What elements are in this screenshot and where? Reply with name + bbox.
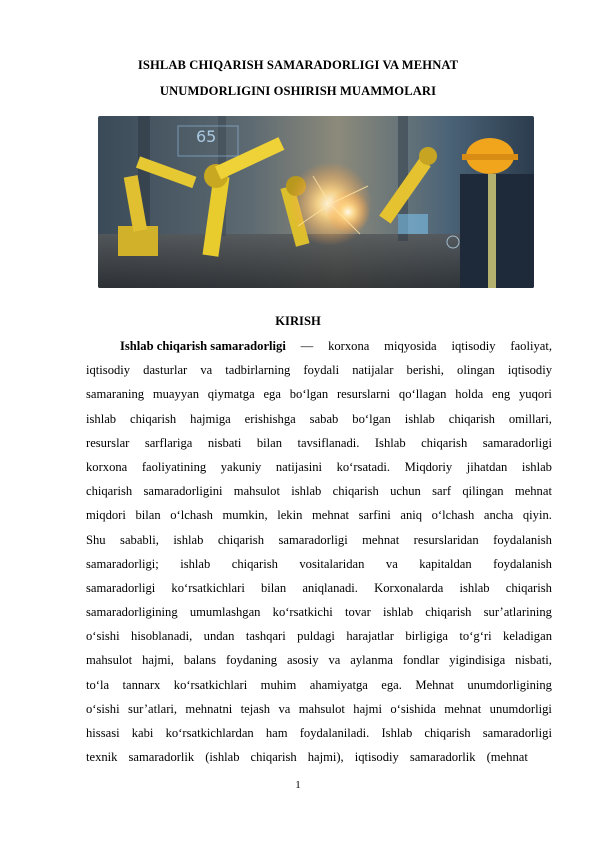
word: ishlab bbox=[383, 605, 414, 620]
word: natijalar bbox=[352, 363, 394, 378]
word: erishishga bbox=[244, 411, 296, 426]
word: o‘sishi bbox=[86, 701, 120, 716]
word: Ishlab bbox=[381, 726, 413, 740]
word: qo‘llagan bbox=[398, 387, 447, 402]
word: resurslarni bbox=[336, 387, 391, 402]
word: chiqarish bbox=[424, 726, 471, 740]
word: — bbox=[300, 339, 314, 353]
word: tejash bbox=[240, 701, 271, 716]
word: sarfini bbox=[358, 508, 391, 523]
word: dasturlar bbox=[143, 363, 188, 378]
word: holda bbox=[455, 387, 484, 402]
page-title-line-1: ISHLAB CHIQARISH SAMARADORLIGI VA MEHNAT bbox=[137, 58, 459, 72]
text-line bbox=[86, 528, 552, 552]
word: keladigan bbox=[503, 629, 552, 644]
word: chiqarish bbox=[250, 750, 297, 765]
word: birligiga bbox=[405, 629, 448, 644]
word: berishi, bbox=[406, 363, 444, 378]
word: va bbox=[200, 363, 213, 378]
word: ahamiyatga bbox=[309, 677, 368, 692]
word: harajatlar bbox=[346, 629, 394, 644]
word: sabab bbox=[309, 411, 339, 426]
text-line bbox=[86, 745, 552, 769]
word: hajmi bbox=[353, 701, 382, 716]
word: ishlab bbox=[404, 411, 435, 426]
word: foydaning bbox=[226, 653, 278, 668]
word: samaradorligi bbox=[278, 532, 348, 547]
word: bo‘lgan bbox=[352, 411, 391, 426]
word: Korxonalarda bbox=[374, 580, 444, 595]
word: iqtisodiy bbox=[86, 363, 131, 378]
word: puldagi bbox=[297, 629, 335, 644]
word: qilingan bbox=[462, 484, 504, 499]
word: Shu bbox=[86, 532, 106, 547]
word: ishlab bbox=[459, 580, 490, 595]
text-line bbox=[86, 407, 552, 431]
word: ko‘rsatkichlari bbox=[173, 677, 248, 692]
word: foydalaniladi. bbox=[299, 726, 370, 740]
word: samaradorligi bbox=[482, 435, 552, 450]
word: ishlab bbox=[86, 411, 117, 426]
word: faoliyatining bbox=[141, 459, 207, 474]
word: ko‘rsatkichi bbox=[272, 605, 333, 620]
word: yuqori bbox=[519, 387, 552, 402]
word: sur’atlari, bbox=[127, 701, 178, 716]
word: qiyin. bbox=[522, 508, 552, 523]
word: jihatdan bbox=[466, 459, 508, 474]
word: (mehnat bbox=[486, 750, 528, 765]
word: samaraning bbox=[86, 387, 145, 402]
word: sarf bbox=[432, 484, 452, 499]
word: foydalanish bbox=[493, 556, 552, 571]
word: hisoblanadi, bbox=[131, 629, 193, 644]
word: ko‘rsatkichlardan bbox=[165, 726, 254, 740]
word: undan bbox=[203, 629, 235, 644]
word: miqdori bbox=[86, 508, 126, 523]
word: hajmi, bbox=[142, 653, 174, 668]
word: mahsulot bbox=[298, 701, 345, 716]
word: olingan bbox=[457, 363, 495, 378]
text-line bbox=[86, 503, 552, 527]
word: bilan bbox=[261, 580, 287, 595]
page-title-line-2: UNUMDORLIGINI OSHIRISH MUAMMOLARI bbox=[159, 84, 437, 98]
word: tavsiflanadi. bbox=[297, 435, 360, 450]
industrial-robots-illustration bbox=[98, 116, 534, 288]
word: sababli, bbox=[120, 532, 159, 547]
word: faoliyat, bbox=[510, 339, 552, 353]
word: kabi bbox=[131, 726, 154, 740]
lead-term: Ishlab chiqarish samaradorligi bbox=[120, 339, 286, 353]
word: balans bbox=[183, 653, 217, 668]
word: foydali bbox=[303, 363, 340, 378]
word: unumdorligining bbox=[467, 677, 552, 692]
word: o‘lchash bbox=[431, 508, 475, 523]
section-heading: KIRISH bbox=[275, 314, 321, 328]
word: bo‘lgan bbox=[289, 387, 329, 402]
word: foydalanish bbox=[493, 532, 552, 547]
word: umumlashgan bbox=[189, 605, 261, 620]
word: o‘sishida bbox=[390, 701, 436, 716]
word: va bbox=[328, 653, 341, 668]
word: chiqarish bbox=[231, 556, 278, 571]
text-line bbox=[86, 721, 552, 745]
word: hissasi bbox=[86, 726, 120, 740]
text-line bbox=[86, 624, 552, 648]
word: ega bbox=[263, 387, 281, 402]
word: hajmi), bbox=[307, 750, 344, 765]
word: miqyosida bbox=[384, 339, 437, 353]
word: chiqarish bbox=[332, 484, 379, 499]
text-line bbox=[86, 455, 552, 479]
text-line bbox=[86, 431, 552, 455]
word: tannarx bbox=[122, 677, 161, 692]
word: chiqarish bbox=[86, 484, 133, 499]
word: va bbox=[278, 701, 291, 716]
word: samaradorligi bbox=[482, 726, 552, 740]
word: ancha bbox=[483, 508, 514, 523]
word: aniq bbox=[400, 508, 423, 523]
word: uchun bbox=[390, 484, 421, 499]
word: kapitaldan bbox=[419, 556, 472, 571]
text-line bbox=[86, 334, 552, 358]
word: ham bbox=[265, 726, 288, 740]
word: fondlar bbox=[402, 653, 440, 668]
word: iqtisodiy bbox=[507, 363, 552, 378]
word: chiqarish bbox=[505, 580, 552, 595]
text-line bbox=[86, 600, 552, 624]
word: (ishlab bbox=[205, 750, 240, 765]
word: sur’atlarining bbox=[483, 605, 552, 620]
word: ko‘rsatadi. bbox=[336, 459, 391, 474]
word: korxona bbox=[328, 339, 370, 353]
word: Ishlab bbox=[374, 435, 406, 450]
text-line bbox=[86, 576, 552, 600]
word: samaradorlik bbox=[409, 750, 476, 765]
word: muayyan bbox=[152, 387, 200, 402]
word: tadbirlarning bbox=[225, 363, 291, 378]
word: yakuniy bbox=[220, 459, 262, 474]
text-line bbox=[86, 697, 552, 721]
word: asosiy bbox=[287, 653, 319, 668]
factory-robots-image bbox=[98, 116, 534, 288]
word: yigindisiga bbox=[449, 653, 506, 668]
word: iqtisodiy bbox=[451, 339, 496, 353]
word: chiqarish bbox=[448, 411, 495, 426]
word: aniqlanadi. bbox=[302, 580, 358, 595]
word: resurslar bbox=[86, 435, 130, 450]
word: nisbati bbox=[207, 435, 242, 450]
word: to‘la bbox=[86, 677, 110, 692]
body-text bbox=[86, 334, 552, 769]
word: omillari, bbox=[508, 411, 552, 426]
word: ega. bbox=[381, 677, 402, 692]
word: bilan bbox=[135, 508, 161, 523]
hud-number: 65 bbox=[196, 127, 217, 146]
word: ishlab bbox=[521, 459, 552, 474]
word: samaradorligini bbox=[143, 484, 223, 499]
word: va bbox=[385, 556, 398, 571]
word: mehnat bbox=[444, 701, 482, 716]
text-line bbox=[86, 382, 552, 406]
word: lekin bbox=[277, 508, 303, 523]
word: natijasini bbox=[275, 459, 323, 474]
word: chiqarish bbox=[421, 435, 468, 450]
word: iqtisodiy bbox=[354, 750, 399, 765]
word: o‘lchash bbox=[170, 508, 213, 523]
word: chiqarish bbox=[425, 605, 472, 620]
word: chiqarish bbox=[130, 411, 177, 426]
word: hajmiga bbox=[190, 411, 231, 426]
word: mehnat bbox=[362, 532, 400, 547]
word: mehnat bbox=[514, 484, 552, 499]
word: to‘g‘ri bbox=[459, 629, 492, 644]
word: ishlab bbox=[173, 532, 204, 547]
page-number: 1 bbox=[295, 779, 301, 791]
word: samaradorlik bbox=[128, 750, 195, 765]
word: mehnat bbox=[311, 508, 350, 523]
word: ishlab bbox=[291, 484, 322, 499]
text-line bbox=[86, 358, 552, 382]
word: eng bbox=[492, 387, 511, 402]
word: mahsulot bbox=[233, 484, 280, 499]
word: qiymatga bbox=[207, 387, 255, 402]
word: samaradorligining bbox=[86, 605, 178, 620]
word: Mehnat bbox=[415, 677, 454, 692]
word: mahsulot bbox=[86, 653, 133, 668]
word: Miqdoriy bbox=[404, 459, 453, 474]
word: korxona bbox=[86, 459, 128, 474]
word: nisbati, bbox=[515, 653, 552, 668]
word: mehnatni bbox=[185, 701, 233, 716]
word: unumdorligi bbox=[489, 701, 552, 716]
text-line bbox=[86, 552, 552, 576]
text-line bbox=[86, 479, 552, 503]
word: chiqarish bbox=[217, 532, 265, 547]
word: tovar bbox=[344, 605, 371, 620]
text-line bbox=[86, 648, 552, 672]
word: vositalaridan bbox=[299, 556, 365, 571]
word: ko‘rsatkichlari bbox=[171, 580, 245, 595]
word: resurslaridan bbox=[413, 532, 479, 547]
word: ishlab bbox=[180, 556, 211, 571]
word: muhim bbox=[260, 677, 297, 692]
word: sarflariga bbox=[144, 435, 193, 450]
word: aylanma bbox=[350, 653, 393, 668]
text-line bbox=[86, 673, 552, 697]
word: samaradorligi; bbox=[86, 556, 159, 571]
word: texnik bbox=[86, 750, 118, 765]
word: mumkin, bbox=[222, 508, 268, 523]
word: samaradorligi bbox=[86, 580, 156, 595]
word: tashqari bbox=[245, 629, 286, 644]
word: bilan bbox=[256, 435, 283, 450]
word: o‘sishi bbox=[86, 629, 120, 644]
